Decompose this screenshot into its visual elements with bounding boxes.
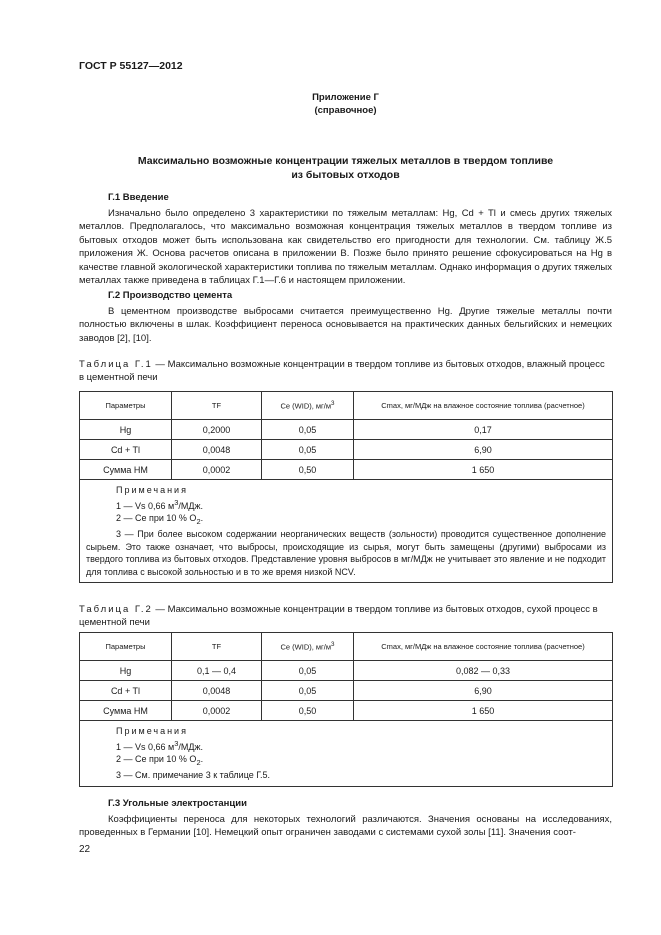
table1-header-cell: TF <box>172 392 262 420</box>
table-cell: 1 650 <box>354 460 613 480</box>
table2-header-cell: TF <box>172 633 262 661</box>
section-cement-paragraph <box>79 305 612 345</box>
table1-notes <box>80 480 613 583</box>
table-g2 <box>79 632 613 787</box>
table-row <box>80 681 613 701</box>
document-id: ГОСТ Р 55127—2012 <box>79 60 183 72</box>
table1-header-cell: Ce (WID), $мг/м^3$ <box>262 392 354 420</box>
table1-header-cell: Cmax, мг/МДж на влажное состояние топлива (расчетное) <box>354 392 613 420</box>
section-heading-coal-plants: Г.3 Угольные электростанции <box>108 798 247 809</box>
table-cell: 0,082 — 0,33 <box>354 661 613 681</box>
table-cell: 0,0048 <box>172 440 262 460</box>
table-cell: 0,05 <box>262 661 354 681</box>
note-3: 3 — См. примечание 3 к таблице Г.5. <box>116 770 271 781</box>
table-row <box>80 440 613 460</box>
table-row <box>80 420 613 440</box>
main-title-line1: Максимально возможные концентрации тяжелых металлов в твердом топливе <box>137 155 554 167</box>
section-heading-introduction: Г.1 Введение <box>108 192 169 203</box>
table-cell: 0,17 <box>354 420 613 440</box>
table-cell: 0,05 <box>262 420 354 440</box>
table2-header-cell: Параметры <box>80 633 172 661</box>
table2-header-cell: Ce (WID), $мг/м^3$ <box>262 633 354 661</box>
cement-text: В цементном производстве выбросами считается преимущественно Hg. Другие тяжелые металлы почти полностью включены в шлак. Коэффициент переноса основывается на практических данных бельгийских и немецких заводов [2], [10]. <box>79 306 612 344</box>
table-cell: 0,1 — 0,4 <box>172 661 262 681</box>
annex-subtitle: (справочное) <box>314 105 377 116</box>
page-number: 22 <box>79 844 91 855</box>
table-cell: Cd + Tl <box>80 681 172 701</box>
note-1: 1 — Vs 0,66 $м^3$/МДж. <box>116 738 204 752</box>
table-g1 <box>79 391 613 583</box>
table1-notes-row <box>80 480 613 583</box>
table-cell: 0,50 <box>262 701 354 721</box>
table-cell: 6,90 <box>354 440 613 460</box>
annex-title: Приложение Г <box>312 92 379 103</box>
table-cell: 0,50 <box>262 460 354 480</box>
table2-caption <box>79 603 612 629</box>
table-cell: Сумма НМ <box>80 460 172 480</box>
section-heading-cement: Г.2 Производство цемента <box>108 290 233 301</box>
table-row <box>80 661 613 681</box>
table-cell: Cd + Tl <box>80 440 172 460</box>
table-cell: 0,0048 <box>172 681 262 701</box>
table-row <box>80 701 613 721</box>
table1-caption-text: — Максимально возможные концентрации в твердом топливе из бытовых отходов, влажный процесс в цементной печи <box>79 359 605 383</box>
main-title <box>79 154 612 182</box>
intro-text: Изначально было определено 3 характеристики по тяжелым металлам: Hg, Cd + Tl и смесь других тяжелых металлов. Предполагалось, что максимально возможная концентрация тяжелых металлов в твердом топливе из бытовых отходов может быть использована как свидетельство его пригодности для технологии. См. таблицу Ж.5 приложения Ж. Основа расчетов описана в приложении В. Позже было принято решение сфокусироваться на Hg в качестве главной экологической характеристики топлива по тяжелым металлам. Однако информация о других тяжелых металлах также приведена в таблицах Г.1—Г.6 и настоящем приложении. <box>79 208 612 287</box>
table1-header-cell: Параметры <box>80 392 172 420</box>
section-introduction-paragraph <box>79 207 612 287</box>
table-cell: Hg <box>80 661 172 681</box>
table-cell: 1 650 <box>354 701 613 721</box>
notes-title: Примечания <box>116 726 188 736</box>
table-cell: 0,0002 <box>172 460 262 480</box>
note-1: 1 — Vs 0,66 $м^3$/МДж. <box>116 497 204 511</box>
table2-caption-label: Таблица Г.2 <box>79 604 153 615</box>
main-title-line2: из бытовых отходов <box>291 169 400 181</box>
table2-header-row <box>80 633 613 661</box>
table-cell: 0,0002 <box>172 701 262 721</box>
notes-title: Примечания <box>116 485 188 495</box>
coal-text: Коэффициенты переноса для некоторых технологий различаются. Значения основаны на исследованиях, проведенных в Германии [10]. Немецкий опыт ограничен заводами с системами сухой золы [11]. Значения соот- <box>79 814 612 839</box>
table2-notes <box>80 721 613 787</box>
note-3: 3 — При более высоком содержании неорганических веществ (зольности) проводится существенное дополнение сырьем. Это также означает, что выбросы, происходящие из сырья, могут быть замещены (другими) выбросами из твердого топлива из бытовых отходов. Представление уровня выбросов в мг/МДж не учитывает это явление и не подходит для топлива с высокой зольностью и в то же время низкой NCV. <box>86 529 606 577</box>
table-cell: 0,2000 <box>172 420 262 440</box>
table1-caption-label: Таблица Г.1 <box>79 359 153 370</box>
table-cell: 0,05 <box>262 440 354 460</box>
section-coal-plants-paragraph <box>79 813 612 840</box>
table-cell: Сумма НМ <box>80 701 172 721</box>
note-2: 2 — Ce при 10 % $O_2$. <box>116 513 204 526</box>
table2-caption-text: — Максимально возможные концентрации в твердом топливе из бытовых отходов, сухой процесс в цементной печи <box>79 604 598 628</box>
note-2: 2 — Ce при 10 % $O_2$. <box>116 754 204 767</box>
table-cell: 0,05 <box>262 681 354 701</box>
table1-header-row <box>80 392 613 420</box>
table2-notes-row <box>80 721 613 787</box>
table1-caption <box>79 358 612 384</box>
table2-header-cell: Cmax, мг/МДж на влажное состояние топлива (расчетное) <box>354 633 613 661</box>
table-cell: 6,90 <box>354 681 613 701</box>
table-row <box>80 460 613 480</box>
table-cell: Hg <box>80 420 172 440</box>
